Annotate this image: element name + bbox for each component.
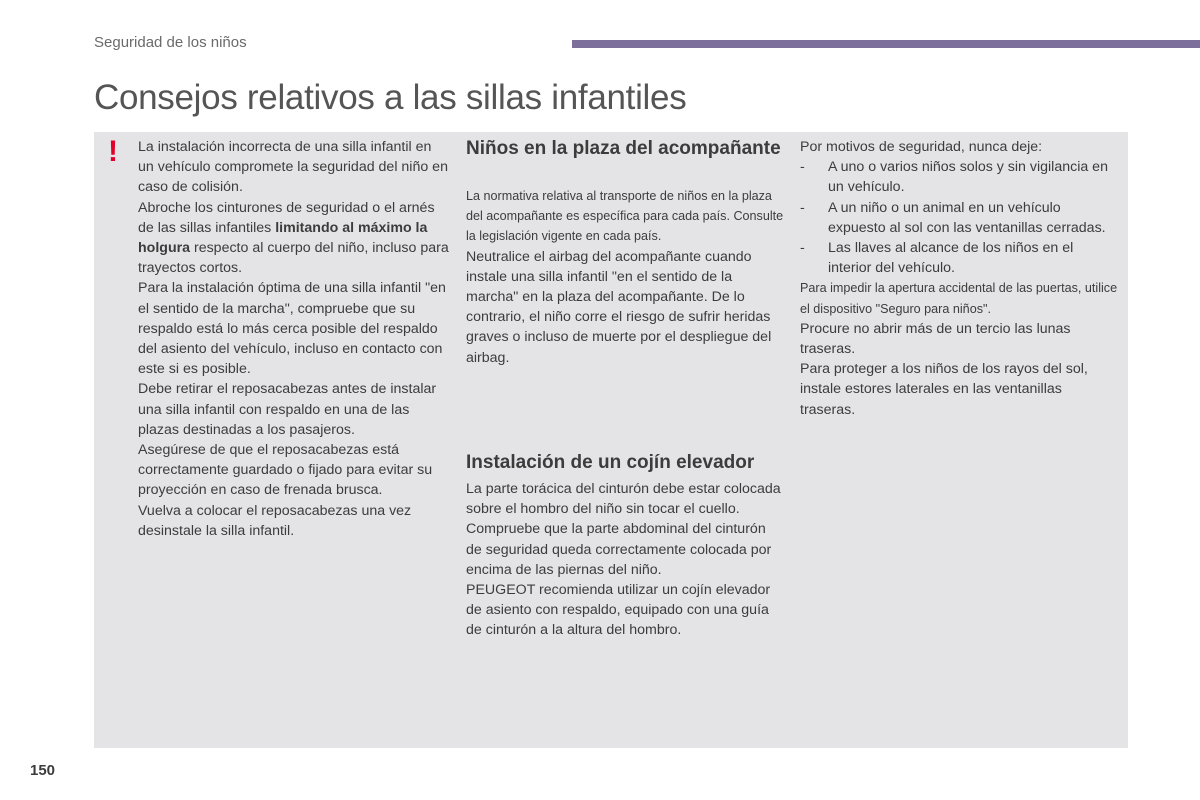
dash-list-item <box>800 238 1118 278</box>
list-item-text: Las llaves al alcance de los niños en el interior del vehículo. <box>828 240 1074 277</box>
safety-paragraph: Procure no abrir más de un tercio las lunas traseras. <box>800 320 1071 358</box>
front-seat-paragraph: La normativa relativa al transporte de niños en la plaza del acompañante es específica para cada país. Consulte la legislación vigente en cada país. <box>466 189 784 244</box>
front-seat-text <box>466 186 786 368</box>
booster-heading: Instalación de un cojín elevador <box>466 452 755 473</box>
dash-bullet: - <box>800 159 805 176</box>
booster-paragraph: Compruebe que la parte abdominal del cinturón de seguridad queda correctamente colocada por encima de las piernas del niño. <box>466 521 772 578</box>
warning-paragraph: Asegúrese de que el reposacabezas está correctamente guardado o fijado para evitar su proyección en caso de frenada brusca. <box>138 442 433 499</box>
list-item-text: A un niño o un animal en un vehículo expuesto al sol con las ventanillas cerradas. <box>828 199 1106 236</box>
safety-intro: Por motivos de seguridad, nunca deje: <box>800 139 1043 155</box>
dash-list-item <box>800 157 1118 197</box>
booster-paragraph: La parte torácica del cinturón debe estar colocada sobre el hombro del niño sin tocar el cuello. <box>466 481 781 518</box>
header-accent-bar <box>572 40 1200 48</box>
dash-bullet: - <box>800 240 805 257</box>
booster-paragraph: PEUGEOT recomienda utilizar un cojín elevador de asiento con respaldo, equipado con una guía de cinturón a la altura del hombro. <box>466 582 771 639</box>
front-seat-paragraph: Neutralice el airbag del acompañante cuando instale una silla infantil "en el sentido de la marcha" en la plaza del acompañante. De lo contrario, el niño corre el riesgo de sufrir heridas graves o incluso de muerte por el despliegue del airbag. <box>466 248 772 366</box>
safety-paragraph: Para impedir la apertura accidental de las puertas, utilice el dispositivo "Seguro para niños". <box>800 281 1118 316</box>
warning-column <box>138 137 450 541</box>
safety-paragraph: Para proteger a los niños de los rayos del sol, instale estores laterales en las ventanillas traseras. <box>800 361 1088 418</box>
safety-column <box>800 137 1118 420</box>
warning-exclamation-icon: ! <box>108 135 118 168</box>
booster-text <box>466 479 782 641</box>
dash-list-item <box>800 198 1118 238</box>
warning-paragraph: Abroche los cinturones de seguridad o el arnés de las sillas infantiles limitando al máximo la holgura respecto al cuerpo del niño, incluso para trayectos cortos. <box>138 199 449 277</box>
page-title: Consejos relativos a las sillas infantiles <box>94 78 687 117</box>
front-seat-heading: Niños en la plaza del acompañante <box>466 138 781 159</box>
section-title: Seguridad de los niños <box>94 34 247 51</box>
warning-paragraph: Debe retirar el reposacabezas antes de instalar una silla infantil con respaldo en una de las plazas destinadas a los pasajeros. <box>138 381 437 438</box>
warning-paragraph: La instalación incorrecta de una silla infantil en un vehículo compromete la seguridad del niño en caso de colisión. <box>138 139 448 196</box>
list-item-text: A uno o varios niños solos y sin vigilancia en un vehículo. <box>828 159 1108 196</box>
page-number: 150 <box>30 762 56 779</box>
dash-bullet: - <box>800 199 805 216</box>
emphasis-text: limitando al máximo la holgura <box>138 219 428 257</box>
warning-paragraph: Para la instalación óptima de una silla infantil "en el sentido de la marcha", compruebe que su respaldo está lo más cerca posible del respaldo del asiento del vehículo, incluso en contacto con este si es posible. <box>138 280 446 378</box>
warning-paragraph: Vuelva a colocar el reposacabezas una vez desinstale la silla infantil. <box>138 502 412 539</box>
